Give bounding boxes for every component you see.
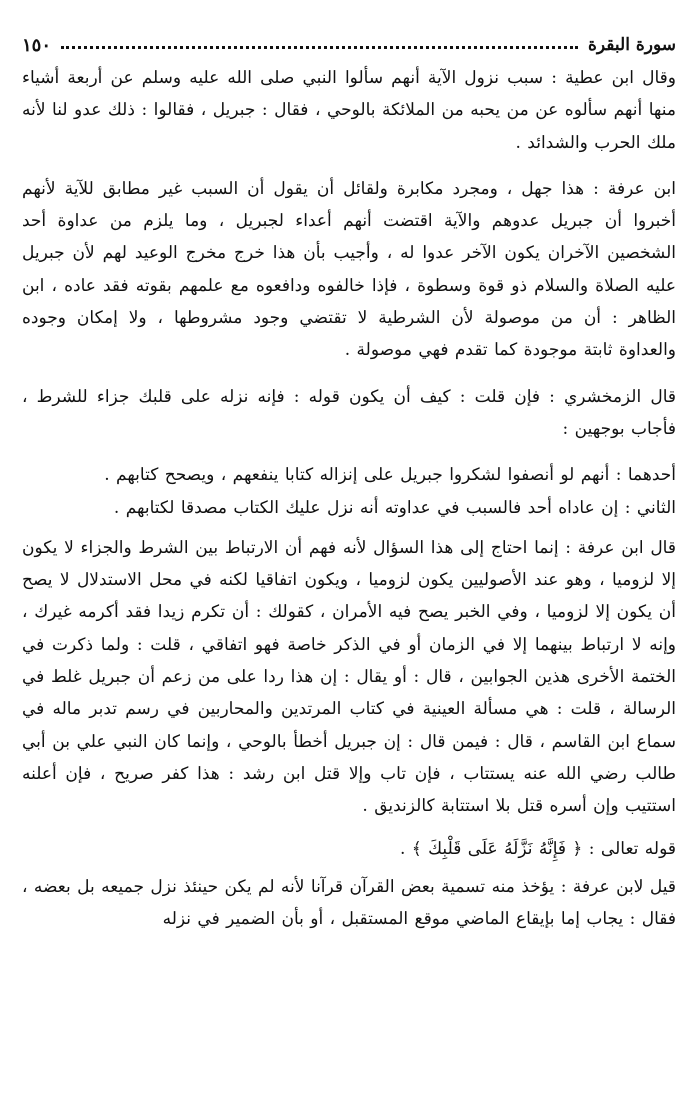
paragraph-ibn-arafa-response: ابن عرفة : هذا جهل ، ومجرد مكابرة ولقائل أن يقول أن السبب غير مطابق للآية لأنهم أخبروا أن جبريل عدوهم والآية اقتضت أنهم أعداء لجبريل ، وما يلزم من عداوة أحد الشخصين الآخران يكون الآخر عدوا له ، وأجيب بأن هذا خرج مخرج الوعيد لهم لأن جبريل عليه الصلاة والسلام ذو قوة وسطوة ، فإذا خالفوه ودافعوه مع علمهم بقوته فقد عاده ، ابن الظاهر : أن من موصولة لأن الشرطية لا تقتضي وجود مشروطها ، ولا إمكان وجوده والعداوة ثابتة موجودة كما تقدم فهي موصولة .	[22, 178, 676, 361]
surah-title: سورة البقرة	[588, 35, 676, 55]
paragraph-ibn-arafa-discussion: قال ابن عرفة : إنما احتاج إلى هذا السؤال لأنه فهم أن الارتباط بين الشرط والجزاء لا يكون إلا لزوميا ، وهو عند الأصوليين يكون لزوميا ، ويكون اتفاقيا لكنه في محل الاستدلال لا يصح أن يكون إلا لزوميا ، وفي الخبر يصح فيه الأمران ، كقولك : أن تكرم زيدا فقد أكرمه غيرك ، وإنه لا ارتباط بينهما إلا في الزمان أو في الذكر خاصة فهو اتفاقي ، قلت : ولما ذكرت في الختمة الأخرى هذين الجوابين ، قال : أو يقال : إن هذا ردا على من زعم أن جبريل غلط في الرسالة ، قلت : هي مسألة العينية في كتاب المرتدين والمحاربين في رسم تدبر ماله في سماع ابن القاسم ، قال : فيمن قال : إن جبريل أخطأ بالوحي ، وإنما كان النبي علي بن أبي طالب رضي الله عنه يستتاب ، فإن تاب وإلا قتل ابن رشد : هذا كفر صريح ، فإن أعلنه استتيب وإن أسره قتل بلا استتابة كالزنديق .	[22, 537, 676, 817]
header-dotted-rule	[61, 46, 578, 49]
paragraph-ibn-atiyya: وقال ابن عطية : سبب نزول الآية أنهم سألوا النبي صلى الله عليه وسلم عن أربعة أشياء منها أنهم سألوه عن من يحبه من الملائكة بالوحي ، فقال : جبريل ، فقالوا : ذلك عدو لنا لأنه ملك الحرب والشدائد .	[22, 68, 676, 153]
paragraph-question-ibn-arafa: قيل لابن عرفة : يؤخذ منه تسمية بعض القرآن قرآنا لأنه لم يكن حينئذ نزل جميعه بل بعضه ، فقال : يجاب إما بإيقاع الماضي موقع المستقبل ، أو بأن الضمير في نزله	[22, 876, 676, 930]
verse-quote: قوله تعالى : ﴿ فَإِنَّهُ نَزَّلَهُ عَلَى قَلْبِكَ ﴾ .	[399, 838, 676, 859]
page-header	[22, 28, 676, 62]
paragraph-second-answer: الثاني : إن عاداه أحد فالسبب في عداوته أنه نزل عليك الكتاب مصدقا لكتابهم .	[113, 497, 676, 518]
paragraph-first-answer: أحدهما : أنهم لو أنصفوا لشكروا جبريل على إنزاله كتابا ينفعهم ، ويصحح كتابهم .	[104, 465, 676, 486]
paragraph-zamakhshari: قال الزمخشري : فإن قلت : كيف أن يكون قوله : فإنه نزله على قلبك جزاء للشرط ، فأجاب بوجهين :	[22, 386, 676, 439]
page-number: ١٥٠	[22, 34, 52, 56]
